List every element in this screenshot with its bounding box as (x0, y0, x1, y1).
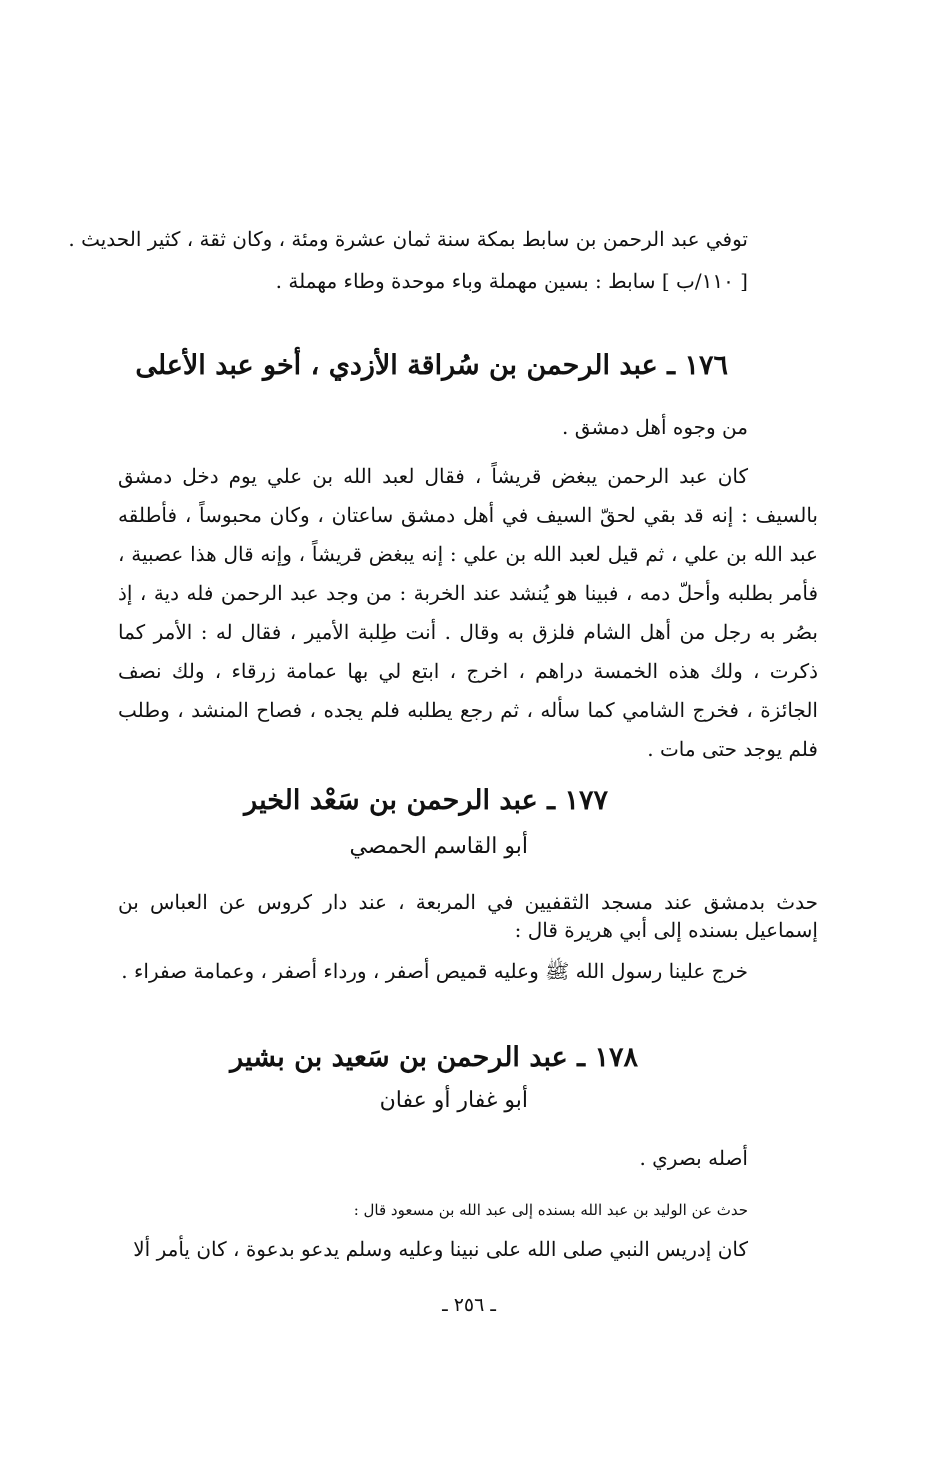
entry-178-kunya: أبو غفار أو عفان (379, 1088, 528, 1113)
entry-177-kunya: أبو القاسم الحمصي (349, 834, 528, 859)
entry-178-isnad: حدث عن الوليد بن عبد الله بسنده إلى عبد الله بن مسعود قال : (353, 1201, 748, 1219)
intro-line-2: [ ١١٠/ب ] سابط : بسين مهملة وباء موحدة وطاء مهملة . (275, 269, 748, 293)
entry-176-origin: من وجوه أهل دمشق . (562, 415, 748, 439)
intro-line-1: توفي عبد الرحمن بن سابط بمكة سنة ثمان عشرة ومئة ، وكان ثقة ، كثير الحديث . (68, 227, 748, 251)
page-number: ـ ٢٥٦ ـ (442, 1294, 496, 1316)
entry-176-body: كان عبد الرحمن يبغض قريشاً ، فقال لعبد الله بن علي يوم دخل دمشق بالسيف : إنه قد بقي لحقّ السيف في أهل دمشق ساعتان ، وكان محبوساً ، فأطلقه عبد الله بن علي ، ثم قيل لعبد الله بن علي : إنه يبغض قريشاً ، وإنه قال هذا عصبية ، فأمر بطلبه وأحلّ دمه ، فبينا هو يُنشد عند الخربة : من وجد عبد الرحمن فله دية ، إذ بصُر به رجل من أهل الشام فلزق به وقال . أنت طِلبة الأمير ، فقال له : الأمر كما ذكرت ، ولك هذه الخمسة دراهم ، اخرج ، ابتع لي بها عمامة زرقاء ، ولك نصف الجائزة ، فخرج الشامي كما سأله ، ثم رجع يطلبه فلم يجده ، فصاح المنشد ، وطلب فلم يوجد حتى مات . (118, 464, 818, 761)
entry-178-text: كان إدريس النبي صلى الله على نبينا وعليه وسلم يدعو بدعوة ، كان يأمر ألا (133, 1237, 748, 1261)
entry-177-isnad: حدث بدمشق عند مسجد الثقفيين في المربعة ، عند دار كروس عن العباس بن إسماعيل بسنده إلى أبي هريرة قال : (118, 890, 818, 942)
entry-178-heading: ١٧٨ ـ عبد الرحمن بن سَعيد بن بشير (230, 1042, 638, 1073)
entry-178-origin: أصله بصري . (639, 1146, 748, 1170)
entry-177-heading: ١٧٧ ـ عبد الرحمن بن سَعْد الخير (244, 785, 608, 816)
entry-176-heading: ١٧٦ ـ عبد الرحمن بن سُراقة الأزدي ، أخو عبد الأعلى (135, 350, 728, 381)
entry-177-text: خرج علينا رسول الله ﷺ وعليه قميص أصفر ، ورداء أصفر ، وعمامة صفراء . (121, 959, 748, 983)
